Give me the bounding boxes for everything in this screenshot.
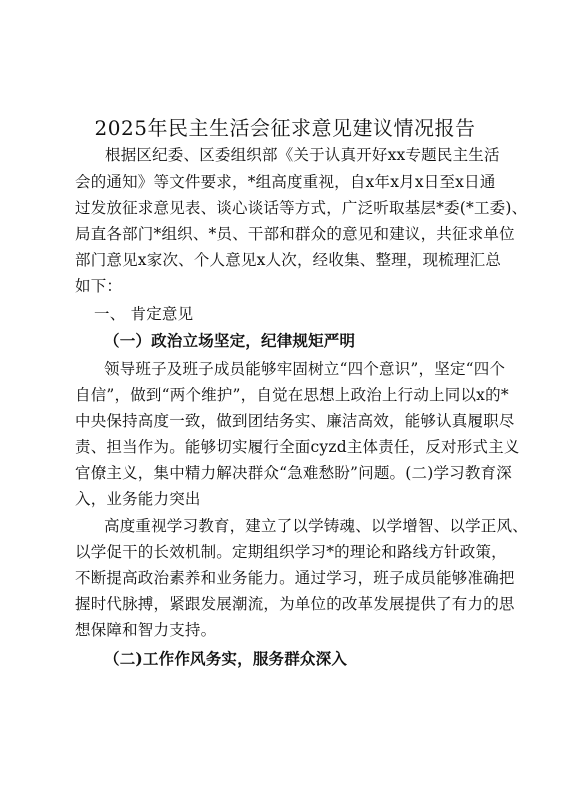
subsection-heading: （二)工作作风务实，服务群众深入 <box>104 649 348 668</box>
paragraph-line: 入，业务能力突出 <box>75 490 201 508</box>
paragraph-line: 局直各部门*组织、*员、干部和群众的意见和建议，共征求单位 <box>75 225 515 243</box>
paragraph-line: 官僚主义，集中精力解决群众“急难愁盼”问题。(二)学习教育深 <box>75 464 512 482</box>
paragraph-line: 会的通知》等文件要求，*组高度重视，自x年x月x日至x日通 <box>75 173 496 191</box>
paragraph-line: 责、担当作为。能够切实履行全面cyzd主体责任，反对形式主义 <box>75 438 520 456</box>
document-title: 2025年民主生活会征求意见建议情况报告 <box>94 116 476 140</box>
paragraph-line: 想保障和智力支持。 <box>75 621 217 639</box>
paragraph-line: 自信”，做到“两个维护”，自觉在思想上政治上行动上同以x的* <box>75 386 509 404</box>
section-heading: 一、 肯定意见 <box>94 305 194 323</box>
paragraph-line: 握时代脉搏，紧跟发展潮流，为单位的改革发展提供了有力的思 <box>75 595 515 613</box>
paragraph-line: 中央保持高度一致，做到团结务实、廉洁高效，能够认真履职尽 <box>75 412 515 430</box>
paragraph-line: 以学促干的长效机制。定期组织学习*的理论和路线方针政策， <box>75 543 507 561</box>
subsection-heading: （一）政治立场坚定，纪律规矩严明 <box>104 331 356 350</box>
paragraph-line: 过发放征求意见表、谈心谈话等方式，广泛听取基层*委(*工委)、 <box>75 199 528 217</box>
paragraph-line: 领导班子及班子成员能够牢固树立“四个意识”，坚定“四个 <box>104 360 506 378</box>
paragraph-line: 不断提高政治素养和业务能力。通过学习，班子成员能够准确把 <box>75 569 515 587</box>
paragraph-line: 如下： <box>75 277 123 295</box>
paragraph-line: 部门意见x家次、个人意见x人次，经收集、整理，现梳理汇总 <box>75 251 502 269</box>
paragraph-line: 根据区纪委、区委组织部《关于认真开好xx专题民主生活 <box>105 146 500 164</box>
paragraph-line: 高度重视学习教育，建立了以学铸魂、以学增智、以学正风、 <box>104 517 528 535</box>
